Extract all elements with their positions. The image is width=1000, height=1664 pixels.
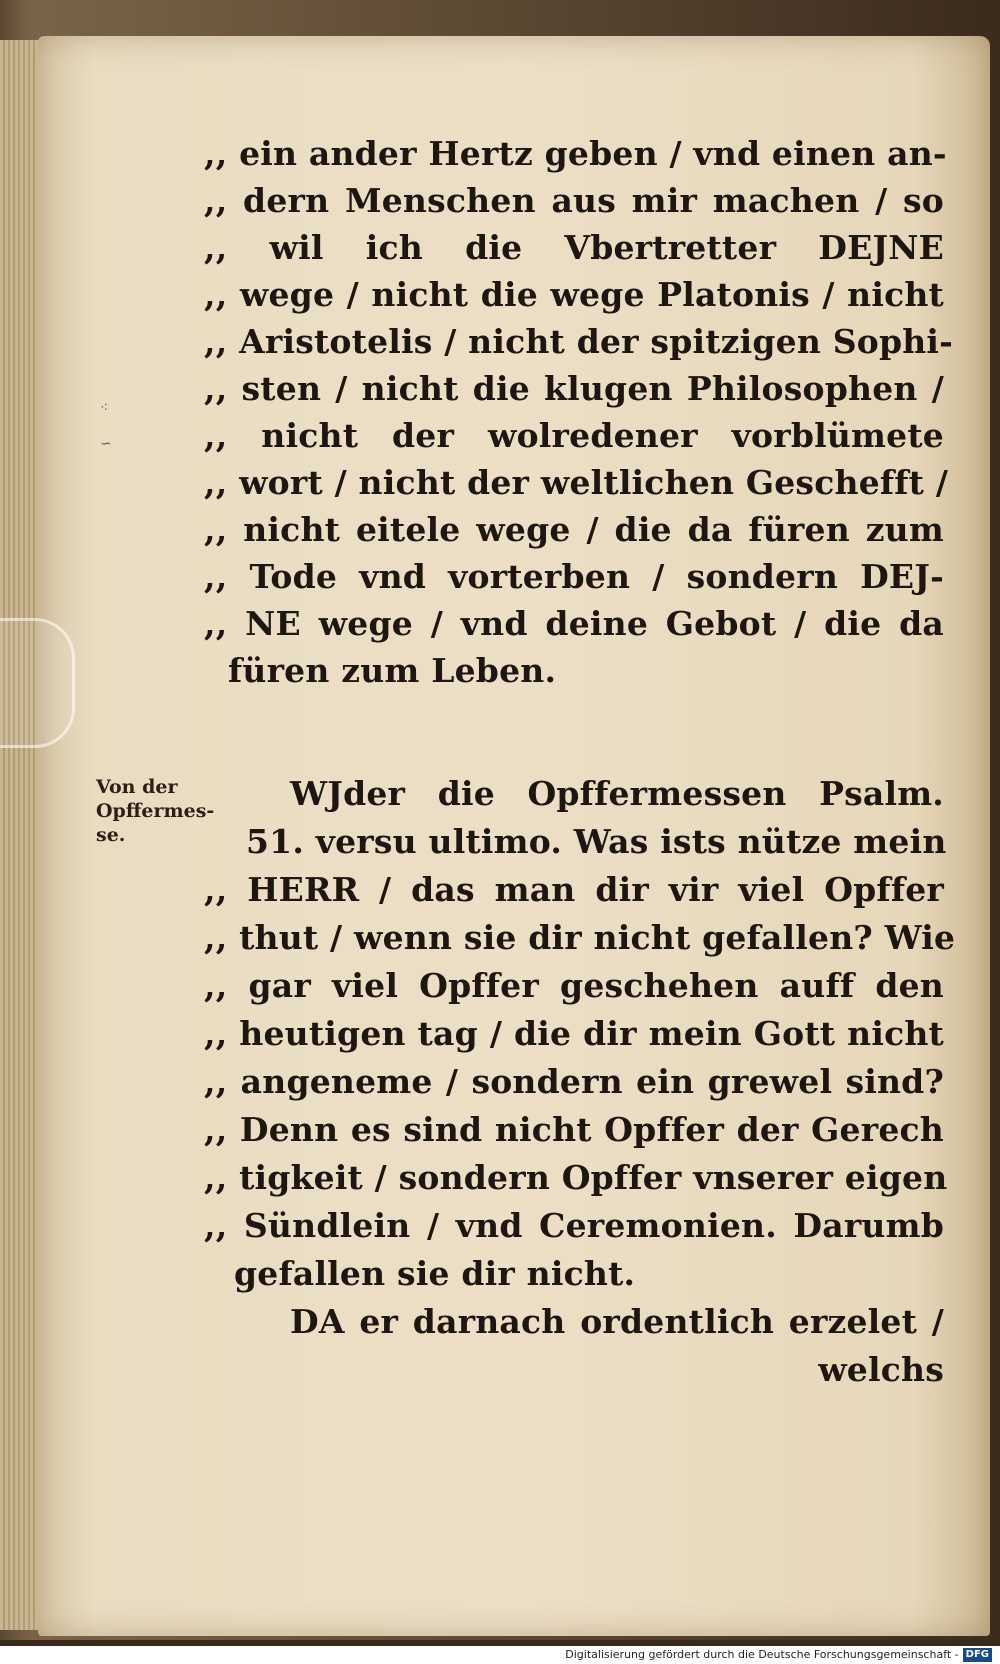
paragraph-1 (204, 130, 954, 694)
text-line: 51. versu ultimo. Was ists nütze mein (246, 822, 947, 861)
catchword: welchs (818, 1350, 944, 1389)
text-line: ,, nicht eitele wege / die da füren zum (204, 510, 944, 549)
text-line: füren zum Leben. (228, 651, 557, 690)
text-line: ,, wege / nicht die wege Platonis / nicht (204, 275, 944, 314)
text-line: ,, angeneme / sondern ein grewel sind? (204, 1062, 944, 1101)
stray-mark: ∽ (100, 436, 112, 452)
text-line: ,, Denn es sind nicht Opffer der Gerech (204, 1110, 944, 1149)
digitization-footer (0, 1646, 1000, 1664)
dfg-logo: DFG (963, 1648, 992, 1662)
footer-text: Digitalisierung gefördert durch die Deutsche Forschungsgemeinschaft - (565, 1648, 959, 1661)
margin-note-line: Von der (96, 776, 178, 798)
text-line: ,, wort / nicht der weltlichen Geschefft / (204, 463, 949, 502)
text-line: ,, wil ich die Vbertretter DEJNE (204, 228, 944, 267)
text-line: ,, Sündlein / vnd Ceremonien. Darumb (204, 1206, 944, 1245)
text-line: ,, tigkeit / sondern Opffer vnserer eigen (204, 1158, 948, 1197)
text-line: gefallen sie dir nicht. (234, 1254, 636, 1293)
text-line: ,, gar viel Opffer geschehen auff den (204, 966, 944, 1005)
text-line: ,, Aristotelis / nicht der spitzigen Sophi- (204, 322, 954, 361)
margin-note-line: Opffermes- (96, 800, 215, 822)
text-line: ,, NE wege / vnd deine Gebot / die da (204, 604, 944, 643)
text-line: ,, dern Menschen aus mir machen / so (204, 181, 944, 220)
stray-mark: ⁖ (100, 400, 109, 416)
text-line: DA er darnach ordentlich erzelet / (290, 1302, 944, 1341)
margin-note-line: se. (96, 824, 126, 846)
text-line: ,, sten / nicht die klugen Philosophen / (204, 369, 944, 408)
text-line: ,, thut / wenn sie dir nicht gefallen? Wie (204, 918, 956, 957)
text-line: ,, ein ander Hertz geben / vnd einen an- (204, 134, 947, 173)
page-stack-edge (0, 40, 38, 1630)
text-line: WJder die Opffermessen Psalm. (290, 774, 944, 813)
text-line: ,, nicht der wolredener vorblümete (204, 416, 944, 455)
page-clip (0, 618, 75, 748)
text-line: ,, heutigen tag / die dir mein Gott nicht (204, 1014, 944, 1053)
text-line: ,, HERR / das man dir vir viel Opffer (204, 870, 944, 909)
paragraph-2 (204, 770, 956, 1394)
text-line: ,, Tode vnd vorterben / sondern DEJ- (204, 557, 944, 596)
